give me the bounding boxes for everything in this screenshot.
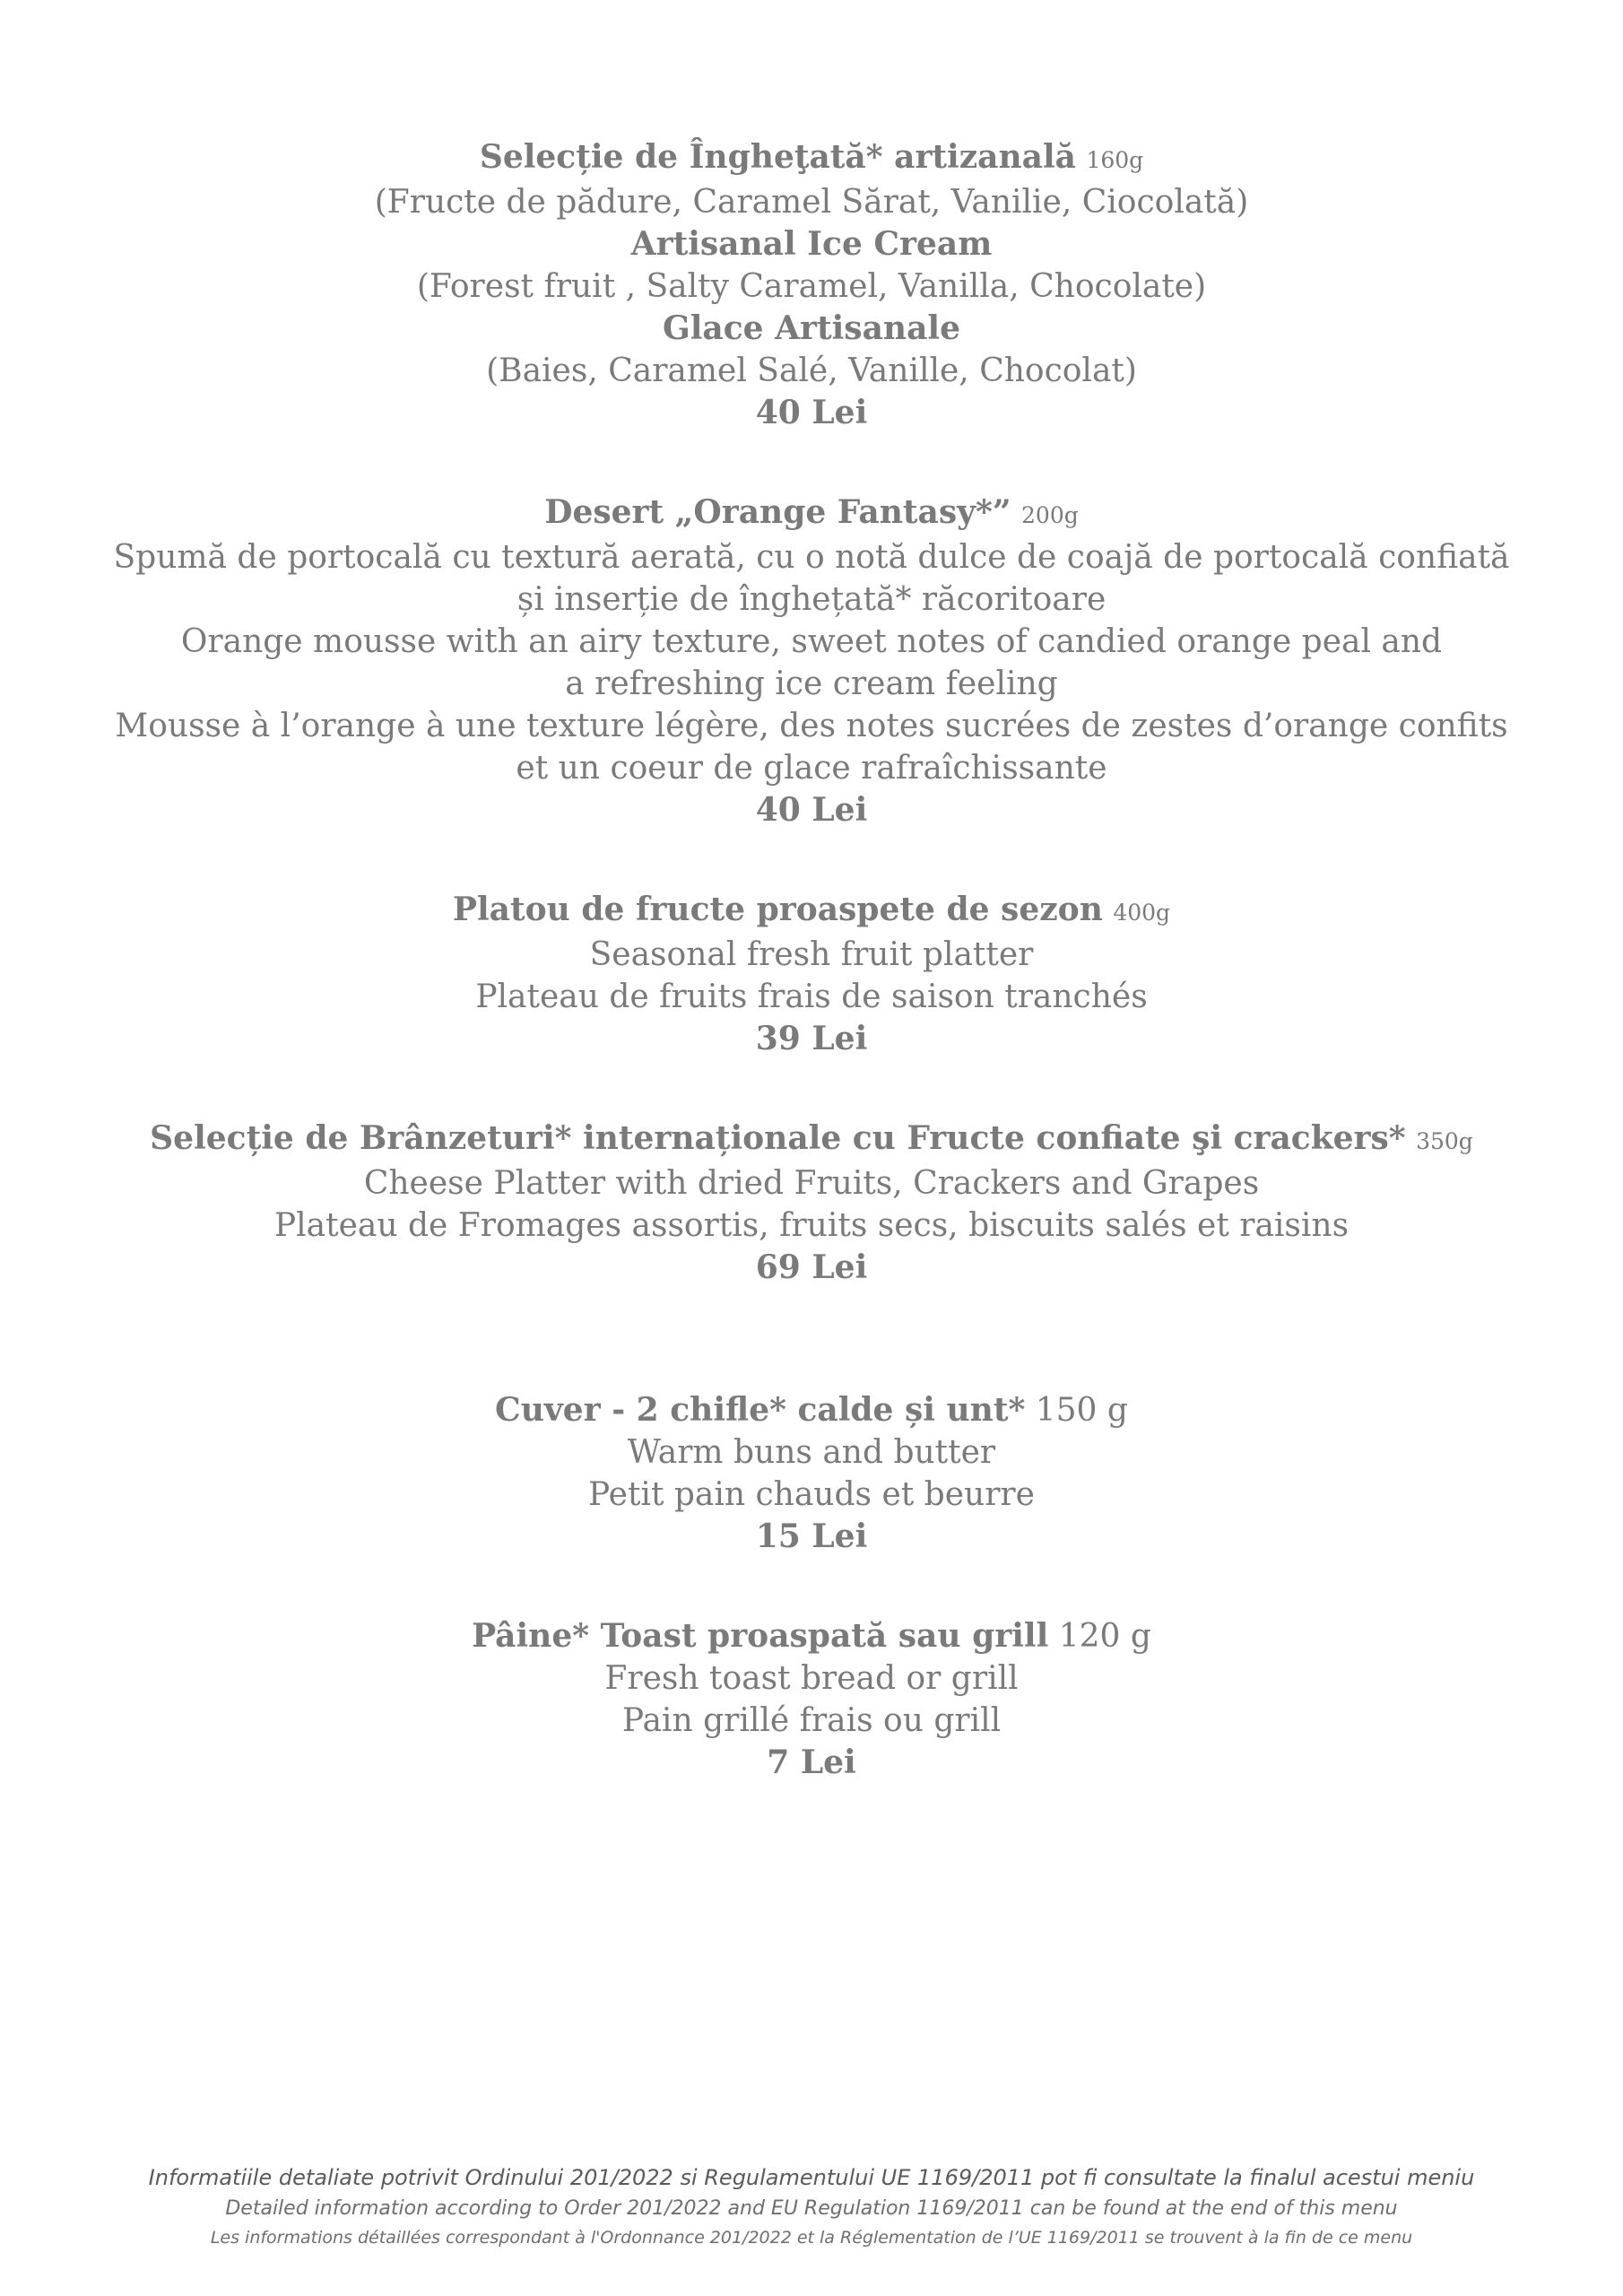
menu-page <box>0 136 1623 1784</box>
item-title-fr: Glace Artisanale <box>663 309 960 347</box>
footer-note-ro: Informatiile detaliate potrivit Ordinului 201/2022 si Regulamentului UE 1169/2011 pot fi consultate la finalul acestui meniu <box>148 2165 1475 2190</box>
item-price: 69 Lei <box>755 1248 868 1286</box>
item-price: 15 Lei <box>755 1518 868 1555</box>
item-price: 39 Lei <box>755 1020 868 1057</box>
item-weight: 350g <box>1416 1128 1473 1154</box>
item-title: Cuver - 2 chifle* calde și unt* <box>495 1391 1026 1429</box>
menu-item-fruit-platter <box>0 889 1623 1060</box>
item-description-en: Cheese Platter with dried Fruits, Crackers and Grapes <box>363 1165 1260 1202</box>
item-price: 7 Lei <box>767 1744 856 1781</box>
item-description-fr: Plateau de fruits frais de saison tranchés <box>475 978 1148 1015</box>
item-description-fr: (Baies, Caramel Salé, Vanille, Chocolat) <box>486 352 1137 389</box>
item-description: și inserție de înghețată* răcoritoare <box>516 581 1107 618</box>
menu-item-warm-buns <box>0 1389 1623 1558</box>
item-description-fr: Pain grillé frais ou grill <box>621 1702 1002 1739</box>
item-title-en: Artisanal Ice Cream <box>630 225 993 263</box>
item-price: 40 Lei <box>755 791 868 829</box>
menu-item-toast-bread <box>0 1615 1623 1784</box>
item-description-en: Seasonal fresh fruit platter <box>589 936 1034 973</box>
menu-item-ice-cream <box>0 136 1623 434</box>
item-description-fr: Mousse à l’orange à une texture légère, des notes sucrées de zestes d’orange confits <box>115 708 1508 744</box>
item-description-en: a refreshing ice cream feeling <box>565 665 1058 702</box>
footer-note-en: Detailed information according to Order 201/2022 and EU Regulation 1169/2011 can be found at the end of this menu <box>225 2197 1398 2220</box>
item-weight: 160g <box>1086 147 1144 173</box>
item-title: Selecție de Brânzeturi* internaționale cu Fructe confiate şi crackers* <box>150 1119 1406 1157</box>
item-description-fr: Petit pain chauds et beurre <box>588 1476 1035 1513</box>
item-description-fr: Plateau de Fromages assortis, fruits secs, biscuits salés et raisins <box>273 1207 1350 1244</box>
allergen-info-footer <box>0 2161 1623 2251</box>
item-title: Desert „Orange Fantasy*” <box>544 493 1011 531</box>
item-title: Pâine* Toast proaspată sau grill <box>472 1617 1049 1655</box>
item-weight: 120 g <box>1058 1618 1151 1655</box>
item-title: Platou de fructe proaspete de sezon <box>452 891 1103 928</box>
item-description-en: Fresh toast bread or grill <box>604 1660 1019 1697</box>
item-price: 40 Lei <box>755 394 868 431</box>
item-description: (Fructe de pădure, Caramel Sărat, Vanilie, Ciocolată) <box>374 184 1249 221</box>
item-title: Selecție de Îngheţată* artizanală <box>479 138 1076 176</box>
item-weight: 400g <box>1113 900 1171 926</box>
item-description: Spumă de portocală cu textură aerată, cu o notă dulce de coajă de portocală confiată <box>113 539 1510 576</box>
item-description-fr: et un coeur de glace rafraîchissante <box>516 750 1107 787</box>
item-description-en: (Forest fruit , Salty Caramel, Vanilla, Chocolate) <box>416 268 1207 305</box>
menu-item-cheese-platter <box>0 1118 1623 1289</box>
footer-note-fr: Les informations détaillées correspondant à l'Ordonnance 201/2022 et la Réglementation de l’UE 1169/2011 se trouvent à la fin de ce menu <box>210 2228 1413 2248</box>
item-weight: 200g <box>1021 502 1079 528</box>
item-description-en: Orange mousse with an airy texture, sweet notes of candied orange peal and <box>180 623 1443 660</box>
item-weight: 150 g <box>1035 1392 1128 1429</box>
item-description-en: Warm buns and butter <box>627 1434 996 1471</box>
menu-item-orange-fantasy <box>0 491 1623 831</box>
